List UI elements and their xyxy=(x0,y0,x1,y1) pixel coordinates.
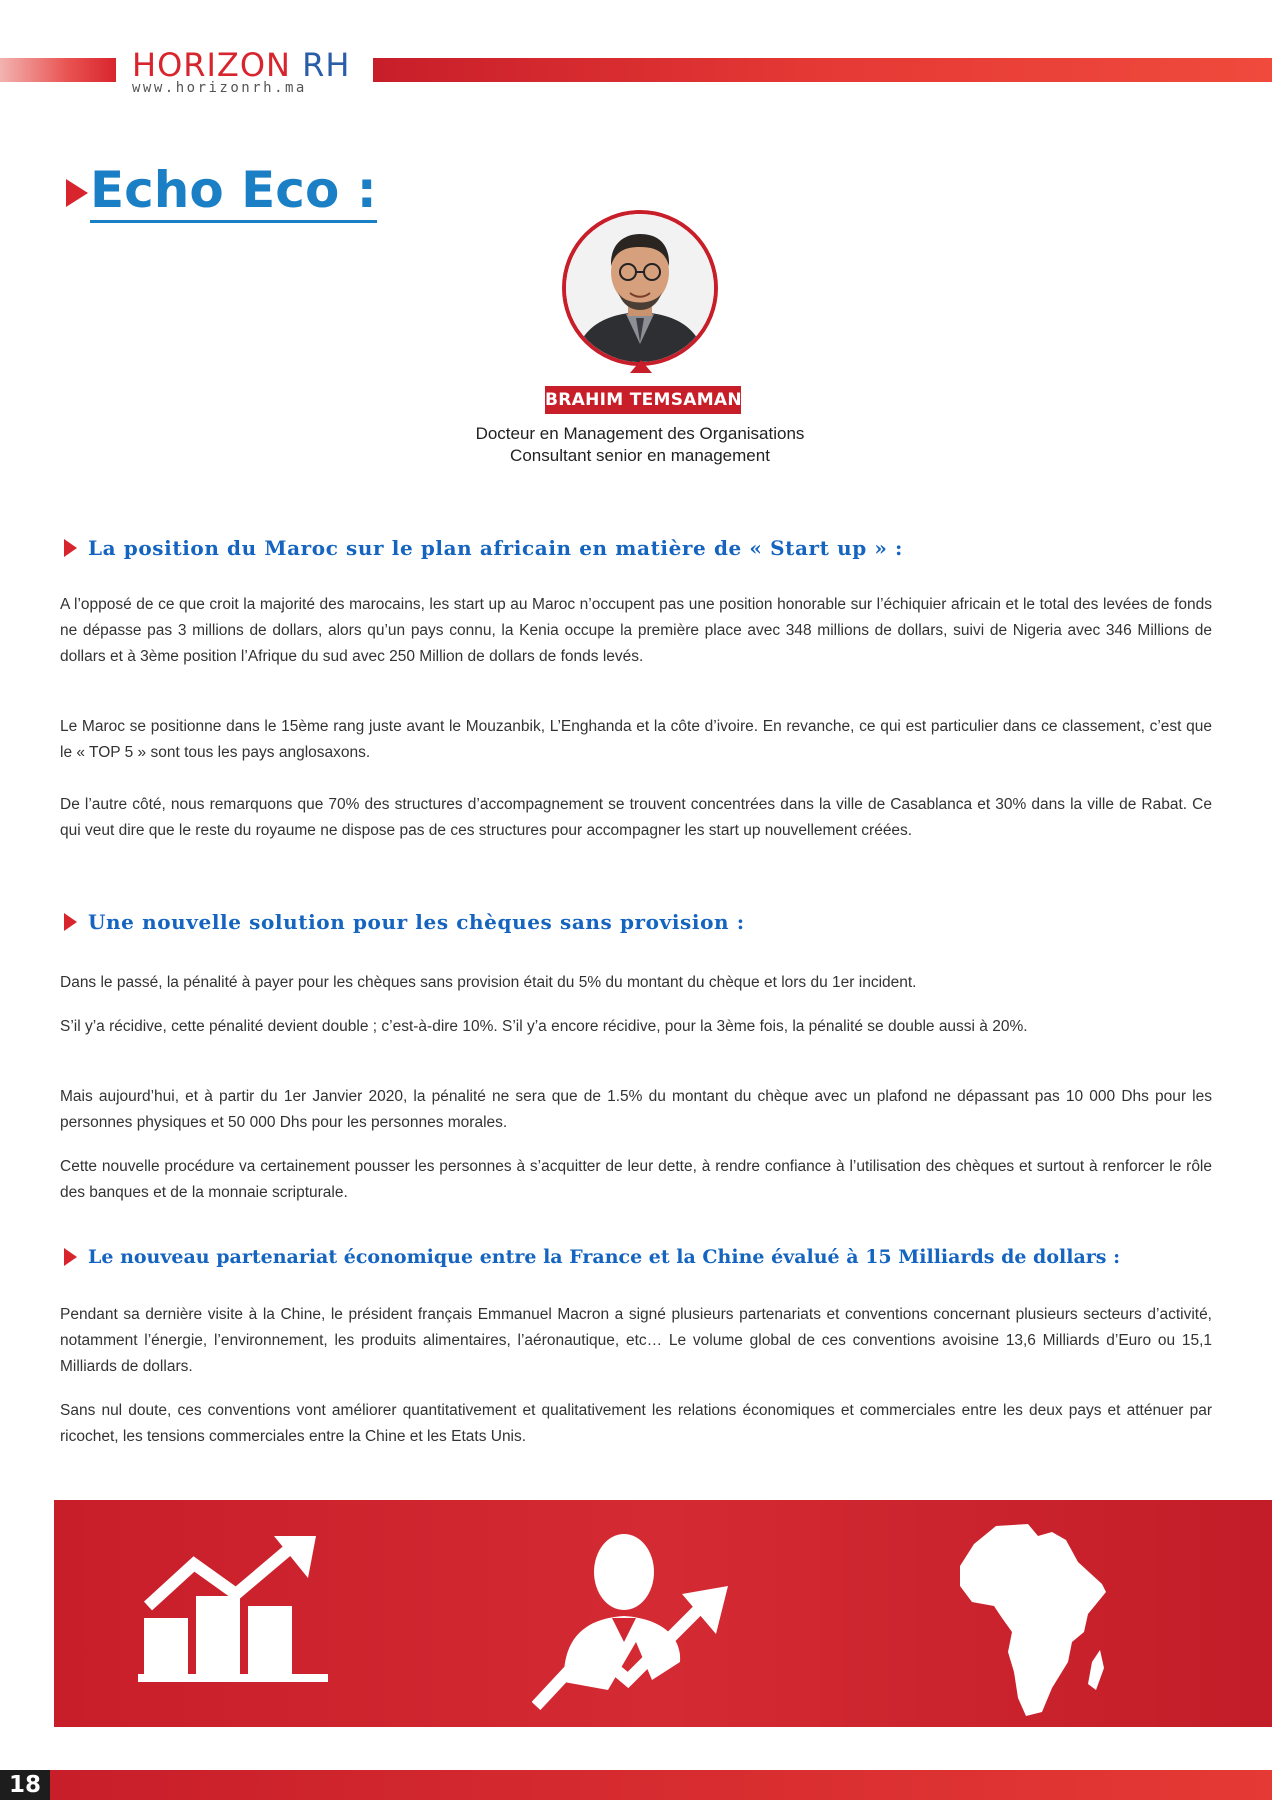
section-heading-france-chine xyxy=(64,1246,1120,1276)
section-heading-text: Le nouveau partenariat économique entre la France et la Chine évalué à 15 Milliards de dollars : xyxy=(88,1246,1121,1268)
section-heading-text: Une nouvelle solution pour les chèques sans provision : xyxy=(88,910,745,934)
page-title-wrap xyxy=(66,162,377,223)
author-photo xyxy=(562,210,718,366)
businessman-arrow-icon xyxy=(532,1530,732,1710)
brand-logo xyxy=(132,48,364,95)
brand-suffix: RH xyxy=(302,46,351,84)
header-bar-left xyxy=(0,58,116,82)
paragraph: Dans le passé, la pénalité à payer pour les chèques sans provision était du 5% du montant du chèque et lors du 1er incident. xyxy=(60,974,917,991)
brand-name xyxy=(132,48,364,82)
section-heading-text: La position du Maroc sur le plan africain en matière de « Start up » : xyxy=(88,536,903,560)
paragraph: Sans nul doute, ces conventions vont améliorer quantitativement et qualitativement les relations économiques et commerciales entre les deux pays et atténuer par ricochet, les tensions commerciales entre la Chine et les Etats Unis. xyxy=(60,1402,1212,1445)
section-heading-cheques xyxy=(64,910,745,940)
paragraph: A l’opposé de ce que croit la majorité des marocains, les start up au Maroc n’occupent pas une position honorable sur l’échiquier africain et le total des levées de fonds ne dépasse pas 3 millions de dollars, alors qu’un pays connu, la Kenia occupe la première place avec 348 millions de dollars, suivi de Nigeria avec 346 Millions de dollars et à 3ème position l’Afrique du sud avec 250 Million de dollars de fonds levés. xyxy=(60,596,1212,665)
footer-banner xyxy=(54,1500,1272,1727)
footer-bar xyxy=(50,1770,1272,1800)
section-arrow-icon xyxy=(64,1248,77,1266)
author-title-line2: Consultant senior en management xyxy=(510,446,770,465)
paragraph: Cette nouvelle procédure va certainement pousser les personnes à s’acquitter de leur dette, à rendre confiance à l’utilisation des chèques et surtout à renforcer le rôle des banques et de la monnaie scripturale. xyxy=(60,1158,1212,1201)
page-title: Echo Eco : xyxy=(90,162,377,223)
paragraph: Mais aujourd’hui, et à partir du 1er Janvier 2020, la pénalité ne sera que de 1.5% du montant du chèque avec un plafond ne dépassant pas 10 000 Dhs pour les personnes physiques et 50 000 Dhs pour les personnes morales. xyxy=(60,1088,1212,1131)
author-name: BRAHIM TEMSAMANI xyxy=(545,386,741,414)
page-number: 18 xyxy=(0,1770,50,1800)
header-bar-right xyxy=(373,58,1272,82)
brand-url: www.horizonrh.ma xyxy=(132,80,307,96)
paragraph: De l’autre côté, nous remarquons que 70% des structures d’accompagnement se trouvent concentrées dans la ville de Casablanca et 30% dans la ville de Rabat. Ce qui veut dire que le reste du royaume ne dispose pas de ces structures pour accompagner les start up nouvellement créées. xyxy=(60,796,1212,839)
author-photo-pointer xyxy=(630,360,652,373)
section-arrow-icon xyxy=(64,913,77,931)
section-heading-startup xyxy=(64,536,903,566)
section-arrow-icon xyxy=(64,539,77,557)
brand-name-text: HORIZON xyxy=(132,46,291,84)
paragraph: Pendant sa dernière visite à la Chine, le président français Emmanuel Macron a signé plusieurs partenariats et conventions concernant plusieurs secteurs d’activité, notamment l’énergie, l’environnement, les produits alimentaires, l’aéronautique, etc… Le volume global de ces conventions avoisine 13,6 Milliards d’Euro ou 15,1 Milliards de dollars. xyxy=(60,1306,1212,1375)
author-title-line1: Docteur en Management des Organisations xyxy=(475,424,805,443)
paragraph: Le Maroc se positionne dans le 15ème rang juste avant le Mouzanbik, L’Enghanda et la côte d’ivoire. En revanche, ce qui est particulier dans ce classement, c’est que le « TOP 5 » sont tous les pays anglosaxons. xyxy=(60,718,1212,761)
title-arrow-icon xyxy=(66,179,88,207)
growth-chart-icon xyxy=(138,1536,328,1686)
paragraph: S’il y’a récidive, cette pénalité devient double ; c’est-à-dire 10%. S’il y’a encore récidive, pour la 3ème fois, la pénalité se double aussi à 20%. xyxy=(60,1018,1028,1035)
author-portrait-icon xyxy=(566,214,714,362)
africa-map-icon xyxy=(956,1522,1112,1718)
